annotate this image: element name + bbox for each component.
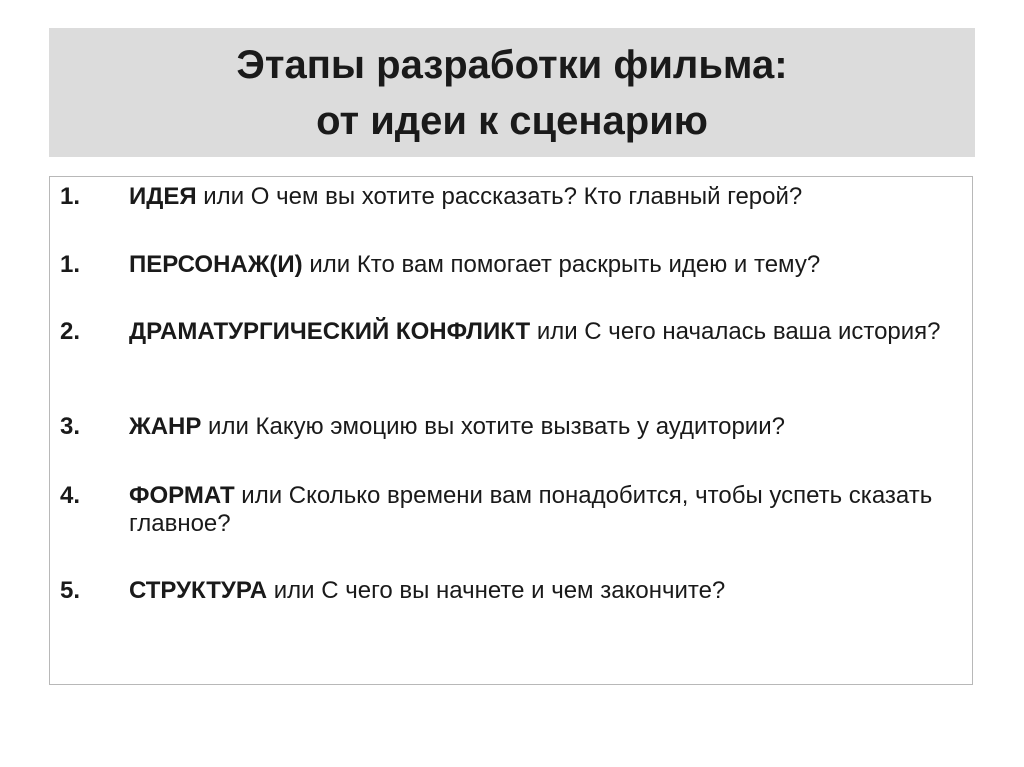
item-keyword: ИДЕЯ [129,183,197,210]
item-number: 1. [60,251,81,278]
item-number: 5. [60,577,81,604]
item-keyword: ФОРМАТ [129,482,235,509]
item-keyword: ЖАНР [129,413,202,440]
item-text [129,183,969,211]
item-number: 2. [60,318,81,345]
item-number: 1. [60,183,81,210]
content-panel [49,176,973,685]
item-text [129,413,969,441]
title-banner [49,28,975,157]
item-number: 4. [60,482,81,509]
item-description: или Сколько времени вам понадобится, чтобы успеть сказать главное? [129,482,933,537]
slide-title-line-1: Этапы разработки фильма: [236,42,788,87]
slide-title-line-2: от идеи к сценарию [316,98,708,143]
item-keyword: ПЕРСОНАЖ(И) [129,251,303,278]
item-text [129,482,969,538]
item-description: или Кто вам помогает раскрыть идею и тему? [302,251,821,278]
item-text [129,251,969,279]
item-text [129,318,969,346]
item-description: или О чем вы хотите рассказать? Кто главный герой? [196,183,803,210]
item-keyword: ДРАМАТУРГИЧЕСКИЙ КОНФЛИКТ [129,318,531,345]
item-text [129,577,969,605]
item-number: 3. [60,413,81,440]
item-description: или С чего началась ваша история? [530,318,941,345]
item-keyword: СТРУКТУРА [129,577,268,604]
item-description: или С чего вы начнете и чем закончите? [267,577,726,604]
item-description: или Какую эмоцию вы хотите вызвать у аудитории? [201,413,785,440]
